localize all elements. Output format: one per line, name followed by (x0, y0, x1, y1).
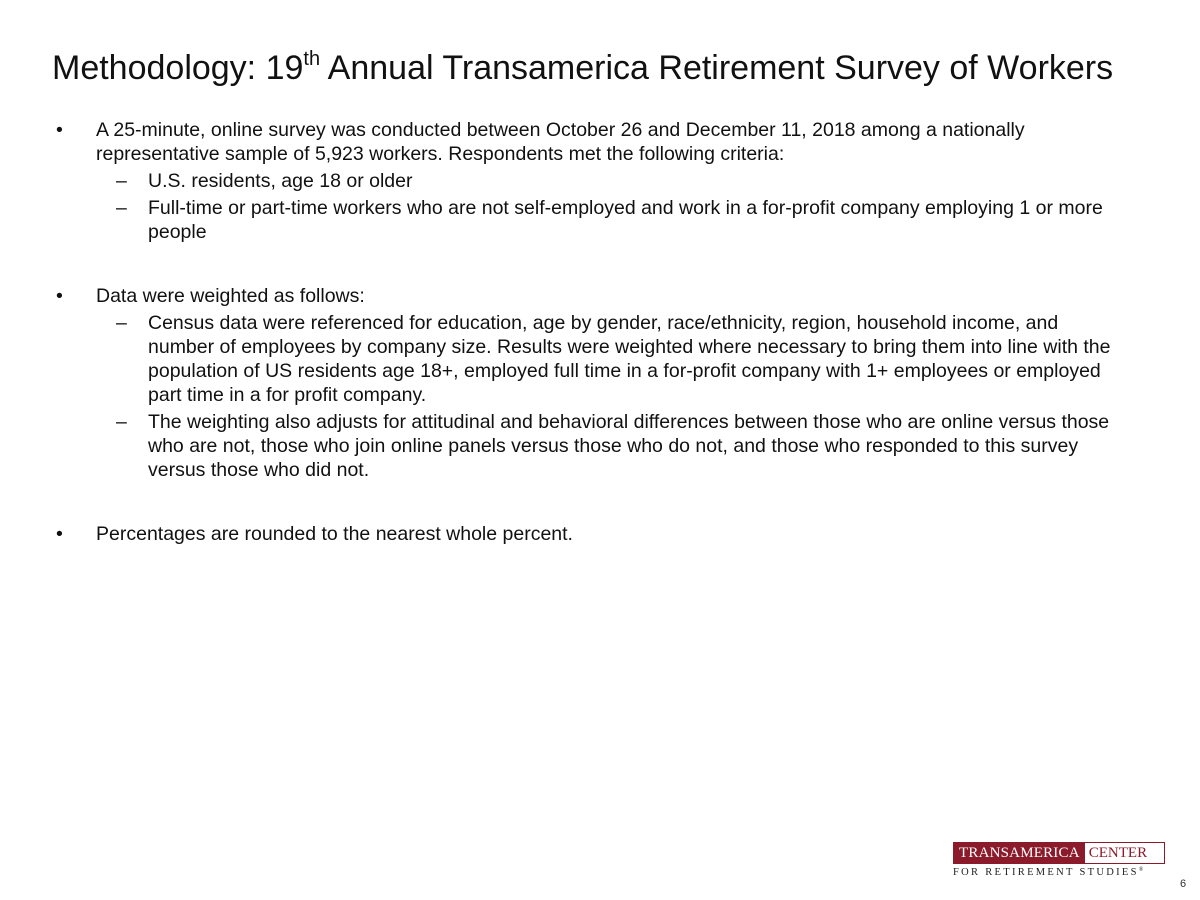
sub-text: Full-time or part-time workers who are not self-employed and work in a for-profit company employing 1 or more people (148, 197, 1103, 243)
methodology-content (56, 118, 1116, 546)
title-suffix: Annual Transamerica Retirement Survey of Workers (320, 49, 1114, 87)
logo-wordmark (953, 842, 1165, 864)
sub-marker: – (116, 312, 127, 334)
spacer (56, 244, 1116, 284)
sub-item (56, 169, 1116, 193)
sub-marker: – (116, 170, 127, 192)
sub-item (56, 410, 1116, 482)
logo-white-text: CENTER (1085, 843, 1151, 863)
sub-item (56, 311, 1116, 407)
bullet-text: Percentages are rounded to the nearest whole percent. (96, 523, 573, 545)
page-number: 6 (1180, 878, 1187, 890)
transamerica-center-logo (953, 842, 1165, 878)
logo-red-text: TRANSAMERICA (954, 843, 1085, 863)
title-superscript: th (303, 48, 321, 70)
bullet-item-rounding (56, 522, 1116, 546)
spacer (56, 482, 1116, 522)
bullet-text: A 25-minute, online survey was conducted between October 26 and December 11, 2018 among a nationally representative sample of 5,923 workers. Respondents met the following criteria: (96, 119, 1025, 165)
sub-item (56, 196, 1116, 244)
bullet-item-survey (56, 118, 1116, 166)
sub-text: Census data were referenced for education, age by gender, race/ethnicity, region, household income, and number of employees by company size. Results were weighted where necessary to bring them into line with the population of US residents age 18+, employed full time in a for-profit company with 1+ employees or employed part time in a for profit company. (148, 312, 1111, 406)
sub-marker: – (116, 197, 127, 219)
sub-text: The weighting also adjusts for attitudinal and behavioral differences between those who are online versus those who are not, those who join online panels versus those who do not, and those who responded to this survey versus those who did not. (148, 411, 1110, 481)
registered-mark: ® (1138, 867, 1144, 873)
sub-text: U.S. residents, age 18 or older (148, 170, 413, 192)
slide-title (52, 46, 1113, 90)
sub-marker: – (116, 411, 127, 433)
title-prefix: Methodology: 19 (52, 49, 304, 87)
logo-subtitle (953, 867, 1165, 878)
bullet-marker: • (56, 523, 63, 545)
bullet-marker: • (56, 285, 63, 307)
bullet-text: Data were weighted as follows: (96, 285, 365, 307)
bullet-marker: • (56, 119, 63, 141)
bullet-item-weighting (56, 284, 1116, 308)
logo-subtitle-text: FOR RETIREMENT STUDIES (953, 867, 1139, 878)
